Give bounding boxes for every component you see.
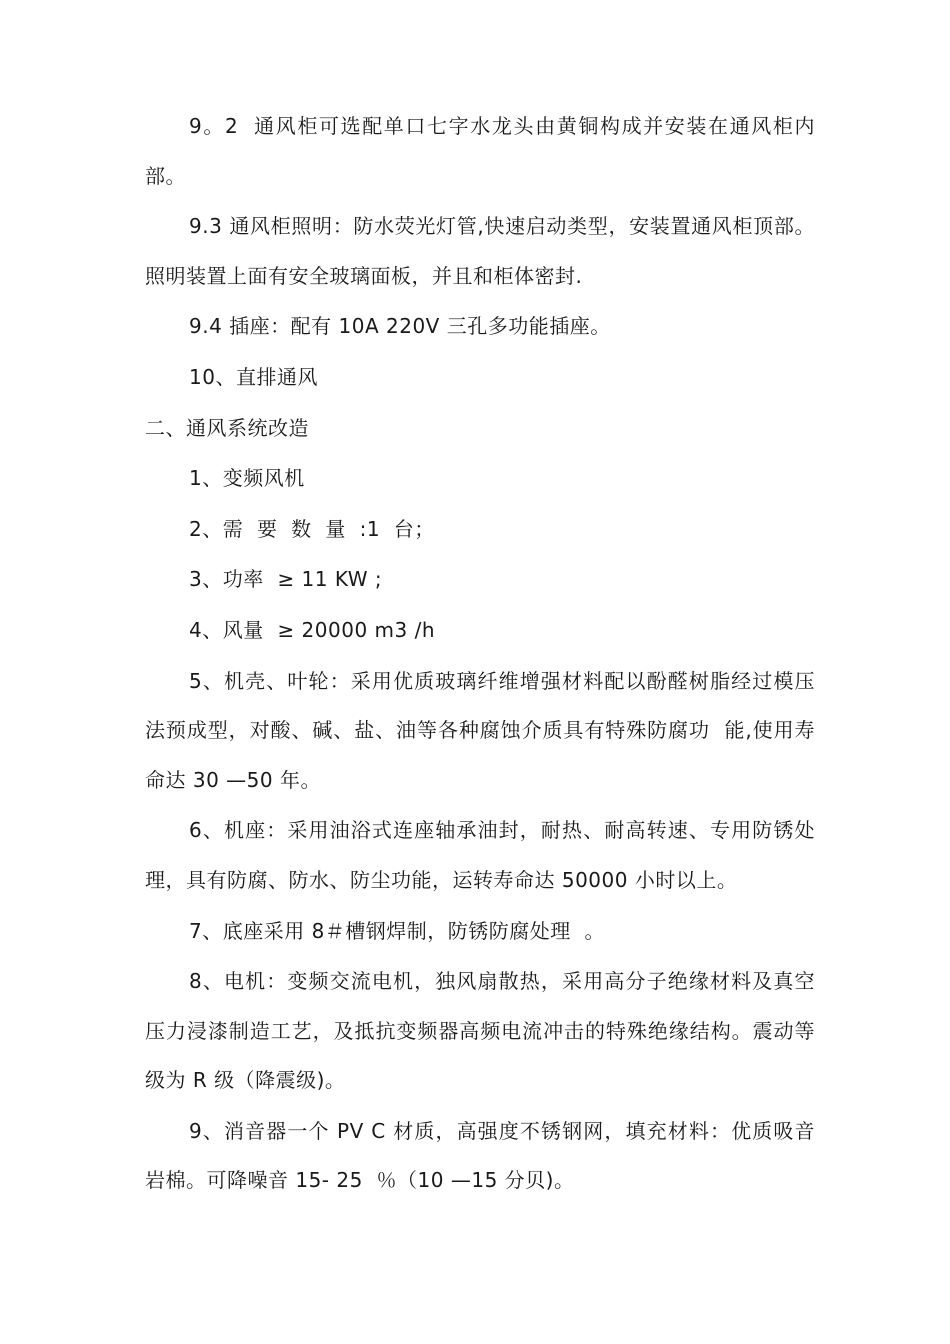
list-item-8: 8、电机：变频交流电机，独风扇散热，采用高分子绝缘材料及真空压力浸漆制造工艺，及抵抗变频器高频电流冲击的特殊绝缘结构。震动等级为 R 级（降震级)。	[145, 969, 815, 1093]
list-item-7: 7、底座采用 8＃槽钢焊制，防锈防腐处理 。	[189, 918, 606, 943]
paragraph-10: 10、直排通风	[189, 364, 318, 389]
section-heading-2: 二、通风系统改造	[145, 415, 309, 440]
list-item-1: 1、变频风机	[189, 466, 305, 491]
list-item-3: 3、功率 ≥ 11 KW ;	[189, 567, 383, 592]
list-item-5: 5、机壳、叶轮：采用优质玻璃纤维增强材料配以酚醛树脂经过模压法预成型，对酸、碱、盐、油等各种腐蚀介质具有特殊防腐功 能,使用寿命达 30 —50 年。	[145, 668, 815, 792]
list-item-2: 2、需 要 数 量 :1 台；	[189, 516, 435, 541]
list-item-4: 4、风量 ≥ 20000 m3 /h	[189, 617, 436, 642]
paragraph-9-2: 9。2 通风柜可选配单口七字水龙头由黄铜构成并安装在通风柜内部。	[145, 114, 815, 188]
paragraph-9-4: 9.4 插座：配有 10A 220V 三孔多功能插座。	[189, 314, 611, 339]
list-item-6: 6、机座：采用油浴式连座轴承油封，耐热、耐高转速、专用防锈处理，具有防腐、防水、防尘功能，运转寿命达 50000 小时以上。	[145, 818, 815, 892]
list-item-9: 9、消音器一个 PV C 材质，高强度不锈钢网，填充材料：优质吸音岩棉。可降噪音 15- 25 ％（10 —15 分贝)。	[145, 1118, 815, 1193]
document-body	[145, 102, 815, 1207]
paragraph-9-3: 9.3 通风柜照明：防水荧光灯管,快速启动类型，安装置通风柜顶部。照明装置上面有安全玻璃面板，并且和柜体密封.	[145, 214, 815, 288]
